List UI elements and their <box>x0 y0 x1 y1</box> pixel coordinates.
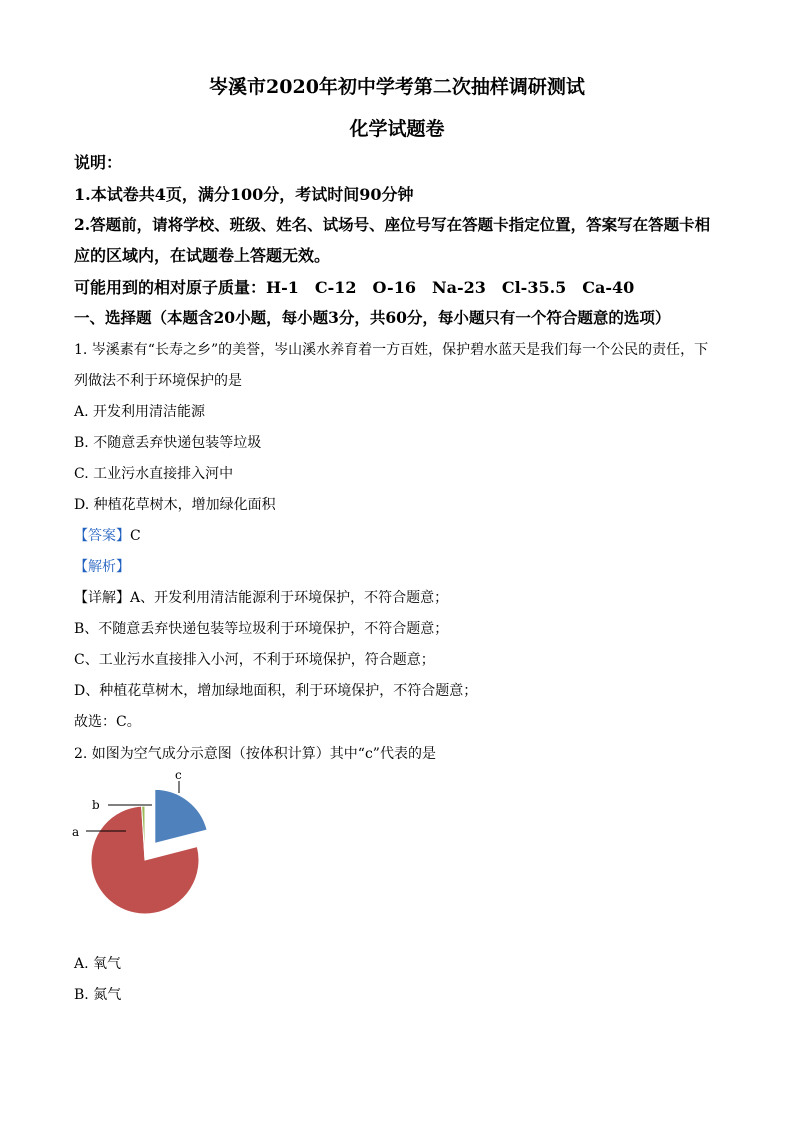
instructions-heading: 说明： <box>74 153 123 172</box>
q1-option-a: A. 开发利用清洁能源 <box>74 404 206 420</box>
q1-option-b: B. 不随意丢弃快递包装等垃圾 <box>74 435 262 451</box>
instruction-item-2-line-2: 应的区域内，在试题卷上答题无效。 <box>74 246 331 265</box>
instruction-item-1: 1.本试卷共4页，满分100分，考试时间90分钟 <box>74 185 414 204</box>
detail-text-1: A、开发利用清洁能源利于环境保护，不符合题意； <box>130 590 449 606</box>
q1-detail-line-3: C、工业污水直接排入小河，不利于环境保护，符合题意； <box>74 652 435 668</box>
answer-tag: 【答案】 <box>74 528 130 544</box>
section-1-heading: 一、选择题（本题含20小题，每小题3分，共60分，每小题只有一个符合题意的选项） <box>74 308 671 327</box>
q1-conclusion: 故选：C。 <box>74 714 141 730</box>
analysis-tag: 【解析】 <box>74 559 130 575</box>
air-composition-pie-chart <box>60 768 230 918</box>
pie-label-c: c <box>175 768 182 782</box>
q1-detail-line-4: D、种植花草树木，增加绿地面积，利于环境保护，不符合题意； <box>74 683 478 699</box>
exam-title: 岑溪市2020年初中学考第二次抽样调研测试 <box>209 76 585 98</box>
atomic-mass-line: 可能用到的相对原子质量：H-1 C-12 O-16 Na-23 Cl-35.5 Ca-40 <box>74 278 635 297</box>
q2-option-b: B. 氮气 <box>74 987 122 1003</box>
q1-option-d: D. 种植花草树木，增加绿化面积 <box>74 497 276 513</box>
detail-tag: 【详解】 <box>74 590 130 606</box>
answer-value: C <box>130 528 141 544</box>
q1-stem-line-1: 1. 岑溪素有“长寿之乡”的美誉，岑山溪水养育着一方百姓，保护碧水蓝天是我们每一个公民的责任，下 <box>74 342 709 358</box>
pie-label-b: b <box>92 798 100 812</box>
pie-svg <box>60 768 230 918</box>
q1-stem-line-2: 列做法不利于环境保护的是 <box>74 373 242 389</box>
pie-slice-c <box>155 789 207 843</box>
exam-subtitle: 化学试题卷 <box>349 118 445 140</box>
q1-detail-line-1 <box>74 587 448 607</box>
q1-option-c: C. 工业污水直接排入河中 <box>74 466 234 482</box>
q1-detail-line-2: B、不随意丢弃快递包装等垃圾利于环境保护，不符合题意； <box>74 621 449 637</box>
pie-label-a: a <box>72 825 80 839</box>
q2-option-a: A. 氧气 <box>74 956 122 972</box>
q2-stem: 2. 如图为空气成分示意图（按体积计算）其中“c”代表的是 <box>74 746 436 762</box>
instruction-item-2-line-1: 2.答题前，请将学校、班级、姓名、试场号、座位号写在答题卡指定位置，答案写在答题卡相 <box>74 215 711 234</box>
q1-answer <box>74 525 141 545</box>
